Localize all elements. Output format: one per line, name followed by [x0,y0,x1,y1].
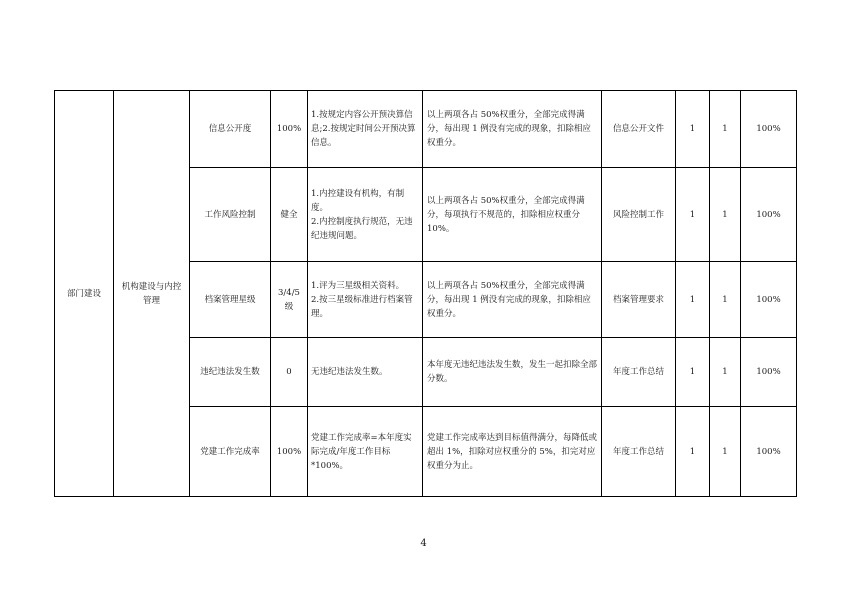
description-cell: 党建工作完成率=本年度实际完成/年度工作目标*100%。 [308,407,423,497]
score-cell: 1 [710,168,741,262]
indicator-cell: 违纪违法发生数 [190,338,271,407]
score-cell: 1 [710,338,741,407]
source-cell: 年度工作总结 [602,407,676,497]
weight-cell: 1 [676,338,710,407]
source-cell: 信息公开文件 [602,91,676,168]
source-cell: 档案管理要求 [602,262,676,338]
subcategory-cell: 机构建设与内控管理 [114,91,190,497]
target-cell: 100% [271,407,308,497]
standard-cell: 以上两项各占 50%权重分，全部完成得满分，每项执行不规范的，扣除相应权重分10%。 [423,168,602,262]
weight-cell: 1 [676,407,710,497]
description-cell: 无违纪违法发生数。 [308,338,423,407]
source-cell: 风险控制工作 [602,168,676,262]
standard-cell: 党建工作完成率达到目标值得满分，每降低或超出 1%，扣除对应权重分的 5%，扣完对应权重分为止。 [423,407,602,497]
score-cell: 1 [710,262,741,338]
rate-cell: 100% [741,407,797,497]
weight-cell: 1 [676,168,710,262]
weight-cell: 1 [676,91,710,168]
standard-cell: 以上两项各占 50%权重分，全部完成得满分，每出现 1 例没有完成的现象，扣除相应权重分。 [423,262,602,338]
description-cell: 1.评为三星级相关资料。 2.按三星级标准进行档案管理。 [308,262,423,338]
target-cell: 3/4/5级 [271,262,308,338]
standard-cell: 以上两项各占 50%权重分，全部完成得满分，每出现 1 例没有完成的现象，扣除相应权重分。 [423,91,602,168]
score-cell: 1 [710,91,741,168]
rate-cell: 100% [741,262,797,338]
description-cell: 1.内控建设有机构，有制度。 2.内控制度执行规范，无违纪违规问题。 [308,168,423,262]
page-number: 4 [420,538,427,549]
score-cell: 1 [710,407,741,497]
source-cell: 年度工作总结 [602,338,676,407]
indicator-cell: 党建工作完成率 [190,407,271,497]
category-cell: 部门建设 [55,91,114,497]
table-row [55,91,797,168]
indicator-cell: 工作风险控制 [190,168,271,262]
target-cell: 健全 [271,168,308,262]
weight-cell: 1 [676,262,710,338]
performance-table [54,90,797,497]
indicator-cell: 信息公开度 [190,91,271,168]
target-cell: 0 [271,338,308,407]
rate-cell: 100% [741,338,797,407]
description-cell: 1.按规定内容公开预决算信息;2.按规定时间公开预决算信息。 [308,91,423,168]
indicator-cell: 档案管理星级 [190,262,271,338]
standard-cell: 本年度无违纪违法发生数，发生一起扣除全部分数。 [423,338,602,407]
target-cell: 100% [271,91,308,168]
rate-cell: 100% [741,168,797,262]
rate-cell: 100% [741,91,797,168]
